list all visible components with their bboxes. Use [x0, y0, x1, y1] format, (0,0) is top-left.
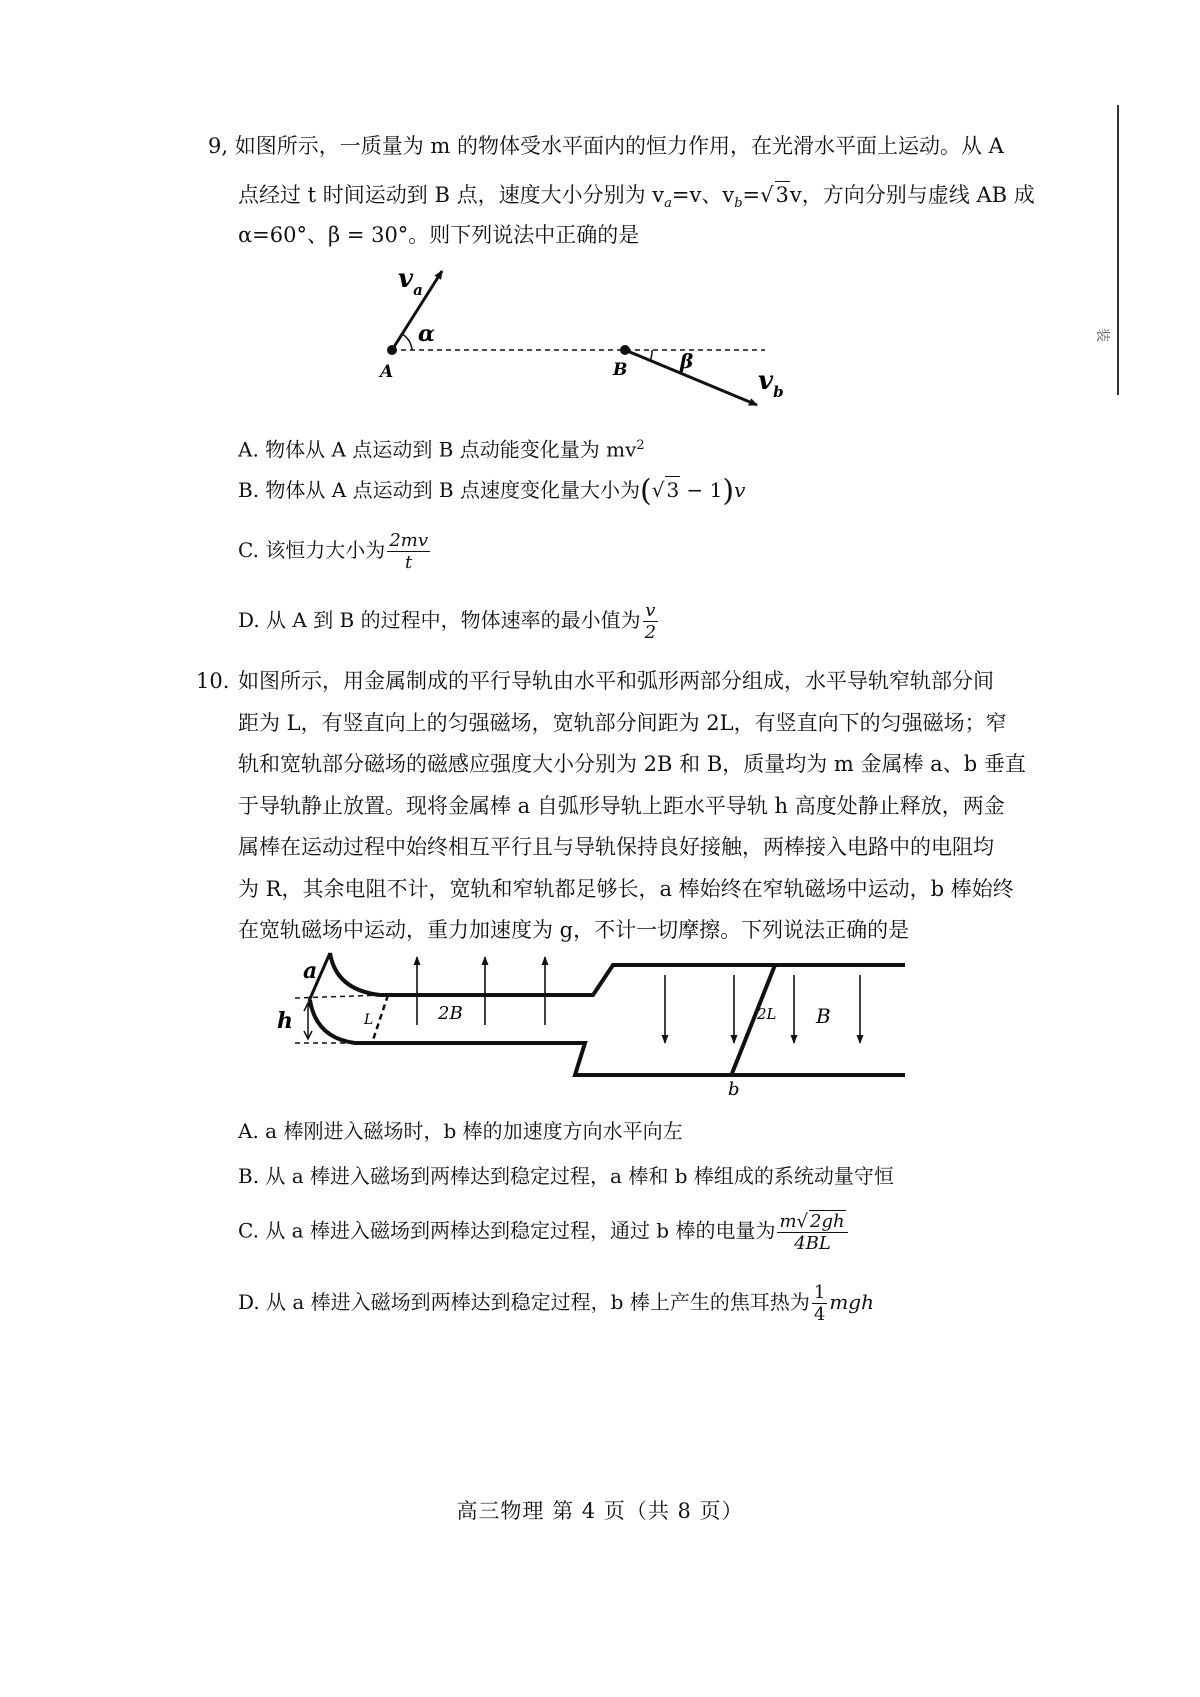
q9-option-d: D. 从 A 到 B 的过程中，物体速率的最小值为 $\frac{v}{2}$	[238, 600, 657, 643]
q10-option-c: C. 从 a 棒进入磁场到两棒达到稳定过程，通过 b 棒的电量为 $\frac{m√ 2gh}{4BL}$	[238, 1210, 850, 1254]
label-a: a	[303, 958, 318, 984]
point-b-label: B	[613, 360, 628, 380]
alpha-arc	[402, 334, 412, 350]
q10-body	[238, 668, 1026, 959]
label-b: b	[728, 1079, 740, 1100]
q9-d-fraction: $\frac{v}{2}$	[644, 600, 657, 643]
q10-line: 如图所示，用金属制成的平行导轨由水平和弧形两部分组成，水平导轨窄轨部分间	[238, 669, 994, 693]
q10-option-b: B. 从 a 棒进入磁场到两棒达到稳定过程，a 棒和 b 棒组成的系统动量守恒	[238, 1164, 894, 1188]
q9-option-a: A. 物体从 A 点运动到 B 点动能变化量为 $mv^2$	[238, 437, 645, 462]
q10-line: 为 R，其余电阻不计，宽轨和窄轨都足够长，a 棒始终在窄轨磁场中运动，b 棒始终	[238, 876, 1014, 901]
q9-figure	[360, 255, 840, 415]
q9-text-line1: 如图所示，一质量为 m 的物体受水平面内的恒力作用，在光滑水平面上运动。从 A	[234, 134, 1004, 158]
label-L: L	[364, 1012, 374, 1028]
q10-line: 属棒在运动过程中始终相互平行且与导轨保持良好接触，两棒接入电路中的电阻均	[238, 835, 994, 859]
q10-number: 10.	[196, 669, 230, 693]
q10-line: 轨和宽轨部分磁场的磁感应强度大小分别为 2B 和 B，质量均为 m 金属棒 a、b 垂直	[238, 752, 1026, 776]
q9-line2: 点经过 t 时间运动到 B 点，速度大小分别为 $v_a=v$、$v_b=√3v$，方向分别与虚线 AB 成	[238, 183, 1035, 212]
narrow-rail-dashed-bar	[372, 995, 388, 1043]
q10-d-fraction: $\frac{1}{4}$	[813, 1282, 826, 1325]
va-label: $v_a$	[398, 264, 423, 299]
point-a-label: A	[380, 362, 394, 382]
q9-line1: 9, 如图所示，一质量为 m 的物体受水平面内的恒力作用，在光滑水平面上运动。从 A	[208, 134, 1004, 158]
height-top-dashed	[295, 995, 385, 998]
alpha-label: α	[418, 321, 435, 347]
q10-c-fraction: $\frac{m√ 2gh}{4BL}$	[777, 1210, 847, 1254]
q10-figure	[260, 945, 920, 1100]
page-footer: 高三物理 第 4 页（共 8 页）	[456, 1499, 744, 1523]
label-h: h	[277, 1008, 293, 1034]
binding-mark: 装	[1094, 328, 1110, 342]
q10-option-d: D. 从 a 棒进入磁场到两棒达到稳定过程，b 棒上产生的焦耳热为 $\frac{1}{4}$ mgh	[238, 1282, 874, 1325]
q9-option-b: B. 物体从 A 点运动到 B 点速度变化量大小为(√ 3 − 1)v	[238, 473, 746, 509]
q9-number: 9	[208, 134, 222, 158]
vb-label: $v_b$	[758, 366, 784, 401]
label-B: B	[816, 1004, 831, 1028]
q9-line3: α=60°、β = 30°。则下列说法中正确的是	[238, 223, 640, 247]
beta-label: β	[680, 349, 694, 373]
beta-arc	[650, 350, 652, 361]
label-2B: 2B	[438, 1003, 463, 1024]
q9-c-fraction: $\frac{2mv}{t}$	[389, 530, 429, 573]
label-2L: 2L	[757, 1005, 777, 1023]
binding-line	[1117, 105, 1119, 395]
q9-option-c: C. 该恒力大小为 $\frac{2mv}{t}$	[238, 530, 429, 573]
q10-option-a: A. a 棒刚进入磁场时，b 棒的加速度方向水平向左	[238, 1119, 683, 1143]
q10-line: 距为 L，有竖直向上的匀强磁场，宽轨部分间距为 2L，有竖直向下的匀强磁场；窄	[238, 710, 1007, 735]
q10-line: 在宽轨磁场中运动，重力加速度为 g，不计一切摩擦。下列说法正确的是	[238, 918, 910, 942]
q10-line: 于导轨静止放置。现将金属棒 a 自弧形导轨上距水平导轨 h 高度处静止释放，两金	[238, 793, 1005, 818]
